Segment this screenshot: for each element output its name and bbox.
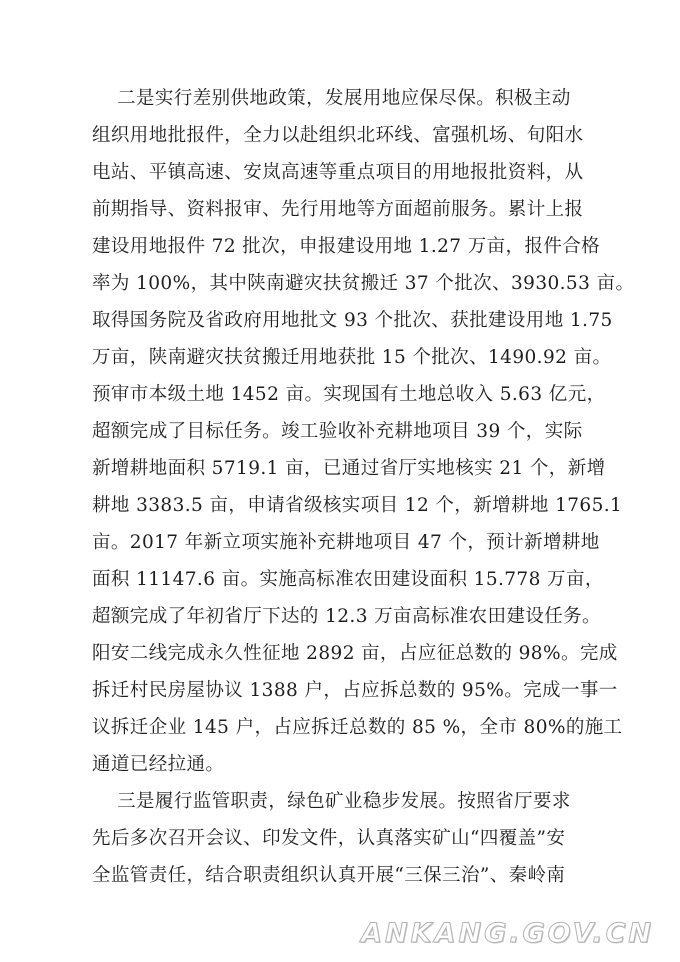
paragraph-line: 组织用地批报件，全力以赴组织北环线、富强机场、旬阳水 — [92, 125, 584, 146]
paragraph-line: 预审市本级土地 1452 亩。实现国有土地总收入 5.63 亿元， — [92, 384, 606, 405]
paragraph-line: 超额完成了年初省厅下达的 12.3 万亩高标准农田建设任务。 — [92, 606, 601, 627]
paragraph-line: 新增耕地面积 5719.1 亩，已通过省厅实地核实 21 个，新增 — [92, 458, 606, 479]
paragraph-line: 率为 100%，其中陕南避灾扶贫搬迁 37 个批次、3930.53 亩。 — [92, 273, 635, 294]
paragraph-line: 亩。2017 年新立项实施补充耕地项目 47 个，预计新增耕地 — [92, 532, 600, 553]
paragraph-line: 二是实行差别供地政策，发展用地应保尽保。积极主动 — [92, 88, 571, 109]
paragraph-line: 通道已经拉通。 — [92, 754, 225, 775]
paragraph-line: 议拆迁企业 145 户，占应拆迁总数的 85 %，全市 80%的施工 — [92, 717, 623, 738]
paragraph-line: 前期指导、资料报审、先行用地等方面超前服务。累计上报 — [92, 199, 584, 220]
paragraph-line: 阳安二线完成永久性征地 2892 亩，占应征总数的 98%。完成 — [92, 643, 618, 664]
paragraph-line: 电站、平镇高速、安岚高速等重点项目的用地报批资料，从 — [92, 162, 584, 183]
paragraph-line: 拆迁村民房屋协议 1388 户，占应拆总数的 95%。完成一事一 — [92, 680, 618, 701]
paragraph-line: 耕地 3383.5 亩，申请省级核实项目 12 个，新增耕地 1765.1 — [92, 495, 623, 516]
paragraph-line: 取得国务院及省政府用地批文 93 个批次、获批建设用地 1.75 — [92, 310, 613, 331]
paragraph-line: 建设用地报件 72 批次，申报建设用地 1.27 万亩，报件合格 — [92, 236, 601, 257]
paragraph-line: 超额完成了目标任务。竣工验收补充耕地项目 39 个，实际 — [92, 421, 583, 442]
paragraph-line: 先后多次召开会议、印发文件，认真落实矿山“四覆盖”安 — [92, 828, 566, 849]
site-watermark: ANKANG.GOV.CN — [361, 918, 654, 949]
paragraph-line: 三是履行监管职责，绿色矿业稳步发展。按照省厅要求 — [92, 791, 571, 812]
paragraph-line: 面积 11147.6 亩。实施高标准农田建设面积 15.778 万亩， — [92, 569, 604, 590]
paragraph-line: 万亩，陕南避灾扶贫搬迁用地获批 15 个批次、1490.92 亩。 — [92, 347, 612, 368]
paragraph-line: 全监管责任，结合职责组织认真开展“三保三治”、秦岭南 — [92, 865, 566, 886]
